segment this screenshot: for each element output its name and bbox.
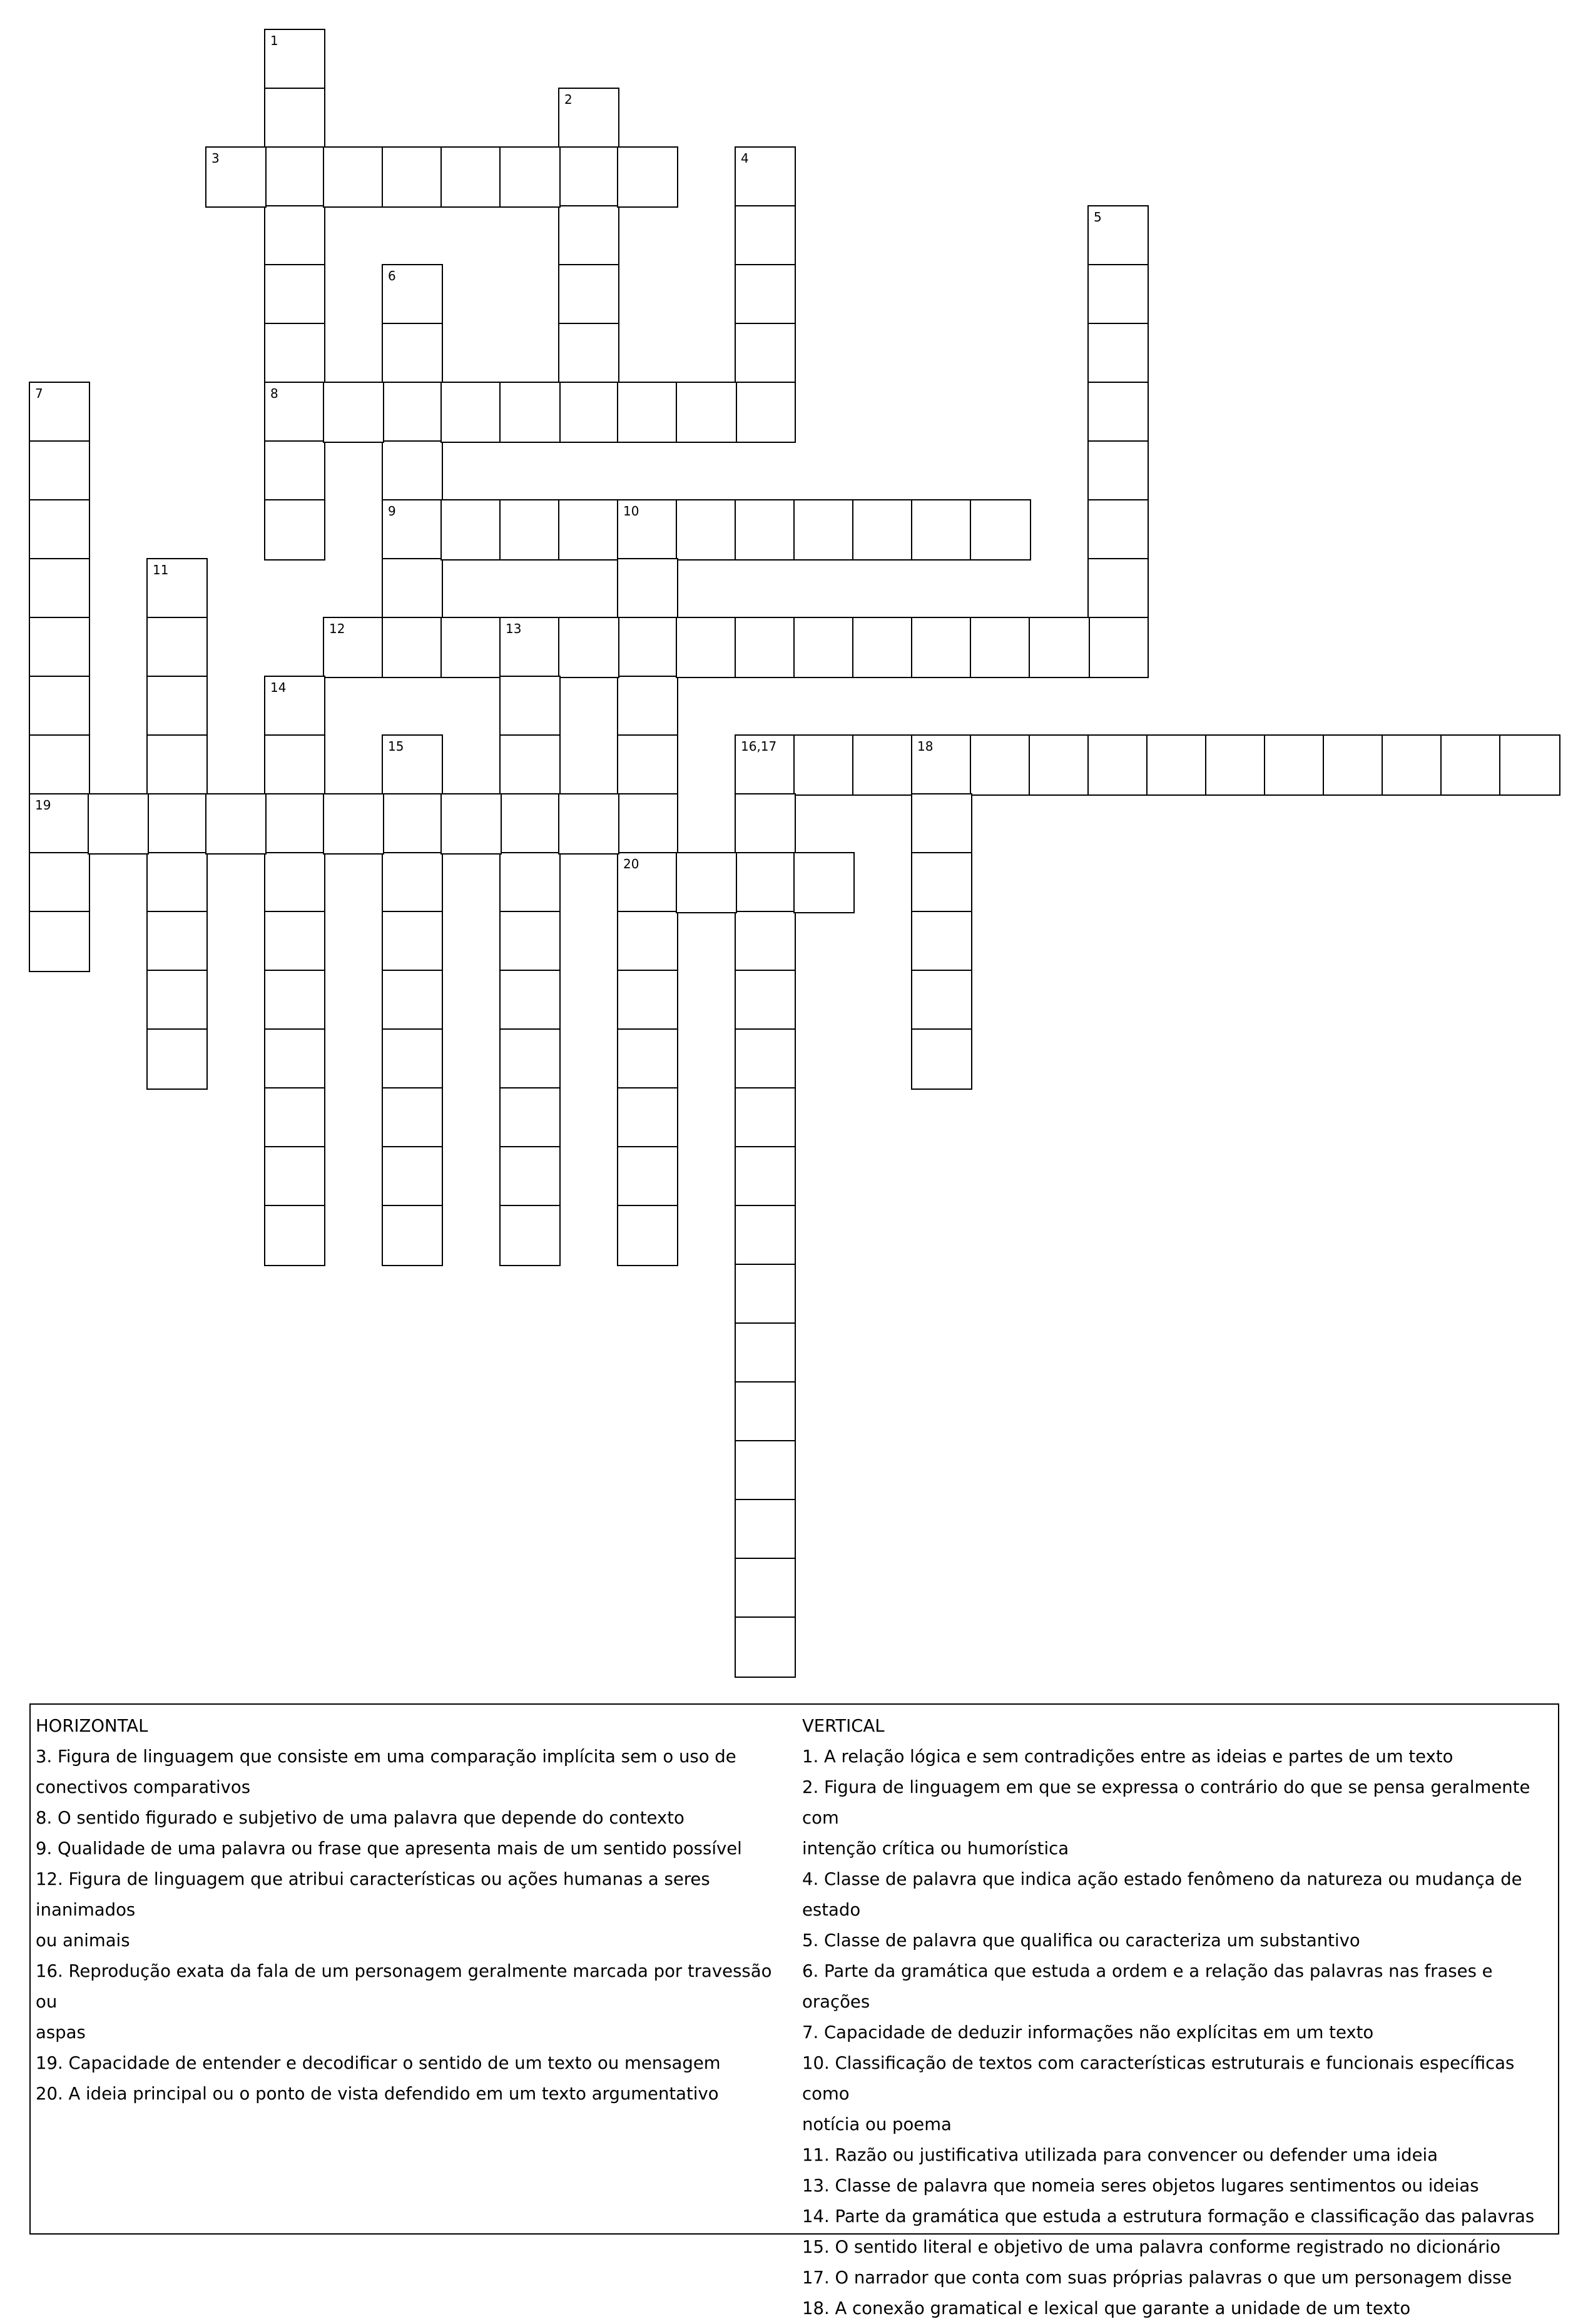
grid-cell[interactable]	[1087, 382, 1149, 443]
grid-cell[interactable]	[1087, 499, 1149, 561]
grid-cell[interactable]	[499, 852, 561, 913]
clue-line: 3. Figura de linguagem que consiste em uma comparação implícita sem o uso de	[36, 1747, 736, 1767]
grid-cell[interactable]	[382, 1087, 443, 1149]
grid-cell[interactable]	[793, 499, 855, 561]
clue-line: 14. Parte da gramática que estuda a estrutura formação e classificação das palavras	[802, 2206, 1535, 2226]
grid-cell[interactable]	[1029, 617, 1090, 678]
grid-cell[interactable]	[617, 852, 678, 913]
grid-cell[interactable]	[735, 323, 796, 384]
clue-line: 16. Reprodução exata da fala de um personagem geralmente marcada por travessão ou	[36, 1961, 772, 2012]
grid-cell[interactable]	[852, 734, 914, 796]
clue-number: 3	[211, 151, 220, 166]
clue-line: 10. Classificação de textos com características estruturais e funcionais específicas como	[802, 2053, 1515, 2104]
clue-number: 2	[564, 92, 573, 107]
grid-cell[interactable]	[29, 499, 90, 561]
clue-line: 4. Classe de palavra que indica ação estado fenômeno da natureza ou mudança de estado	[802, 1869, 1522, 1920]
grid-cell[interactable]	[382, 734, 443, 796]
clue-line: 19. Capacidade de entender e decodificar o sentido de um texto ou mensagem	[36, 2053, 721, 2073]
grid-cell[interactable]	[146, 793, 208, 855]
grid-cell[interactable]	[264, 146, 325, 208]
clue-line: 7. Capacidade de deduzir informações não explícitas em um texto	[802, 2022, 1374, 2042]
grid-cell[interactable]	[735, 1440, 796, 1501]
grid-cell[interactable]	[735, 1028, 796, 1090]
grid-cell[interactable]	[264, 323, 325, 384]
grid-cell[interactable]	[1205, 734, 1266, 796]
clue-line: 18. A conexão gramatical e lexical que garante a unidade de um texto	[802, 2298, 1411, 2318]
grid-cell[interactable]	[970, 617, 1031, 678]
vertical-clues	[802, 1711, 1547, 2324]
clue-number: 5	[1094, 210, 1102, 225]
clue-number: 9	[388, 504, 396, 519]
grid-cell[interactable]	[617, 734, 678, 796]
grid-cell[interactable]	[29, 734, 90, 796]
grid-cell[interactable]	[264, 499, 325, 561]
grid-cell[interactable]	[735, 617, 796, 678]
clue-line: 13. Classe de palavra que nomeia seres objetos lugares sentimentos ou ideias	[802, 2176, 1479, 2196]
grid-cell[interactable]	[558, 146, 619, 208]
grid-cell[interactable]	[440, 382, 502, 443]
grid-cell[interactable]	[264, 970, 325, 1031]
grid-cell[interactable]	[382, 558, 443, 619]
grid-cell[interactable]	[382, 970, 443, 1031]
grid-cell[interactable]	[499, 499, 561, 561]
clue-number: 16,17	[741, 739, 777, 754]
grid-cell[interactable]	[382, 1028, 443, 1090]
grid-cell[interactable]	[676, 499, 737, 561]
grid-cell[interactable]	[29, 911, 90, 972]
grid-cell[interactable]	[735, 264, 796, 325]
grid-cell[interactable]	[146, 911, 208, 972]
grid-cell[interactable]	[1264, 734, 1325, 796]
clue-line: aspas	[36, 2022, 86, 2042]
grid-cell[interactable]	[264, 1146, 325, 1207]
grid-cell[interactable]	[793, 852, 855, 913]
grid-cell[interactable]	[440, 617, 502, 678]
grid-cell[interactable]	[735, 1558, 796, 1619]
grid-cell[interactable]	[970, 499, 1031, 561]
grid-cell[interactable]	[264, 852, 325, 913]
clue-number: 15	[388, 739, 404, 754]
grid-cell[interactable]	[735, 734, 796, 796]
grid-cell[interactable]	[264, 382, 325, 443]
grid-cell[interactable]	[88, 793, 149, 855]
horizontal-clues	[36, 1711, 780, 2109]
clue-line: notícia ou poema	[802, 2114, 952, 2134]
grid-cell[interactable]	[1323, 734, 1384, 796]
grid-cell[interactable]	[440, 146, 502, 208]
grid-cell[interactable]	[617, 1205, 678, 1266]
clue-line: 2. Figura de linguagem em que se expressa o contrário do que se pensa geralmente com	[802, 1777, 1530, 1828]
grid-cell[interactable]	[205, 793, 267, 855]
grid-cell[interactable]	[146, 1028, 208, 1090]
grid-cell[interactable]	[323, 617, 384, 678]
clue-line: 9. Qualidade de uma palavra ou frase que apresenta mais de um sentido possível	[36, 1839, 742, 1859]
grid-cell[interactable]	[29, 558, 90, 619]
grid-cell[interactable]	[1382, 734, 1443, 796]
grid-cell[interactable]	[617, 793, 678, 855]
grid-cell[interactable]	[735, 852, 796, 913]
grid-cell[interactable]	[558, 499, 619, 561]
clue-number: 11	[153, 562, 169, 577]
grid-cell[interactable]	[29, 793, 90, 855]
grid-cell[interactable]	[617, 558, 678, 619]
grid-cell[interactable]	[617, 499, 678, 561]
grid-cell[interactable]	[264, 88, 325, 149]
clue-line: 17. O narrador que conta com suas próprias palavras o que um personagem disse	[802, 2268, 1512, 2288]
clue-line: ou animais	[36, 1931, 130, 1951]
grid-cell[interactable]	[499, 970, 561, 1031]
clue-number: 7	[35, 386, 43, 401]
grid-cell[interactable]	[146, 558, 208, 619]
grid-cell[interactable]	[735, 793, 796, 855]
grid-cell[interactable]	[1440, 734, 1502, 796]
grid-cell[interactable]	[382, 911, 443, 972]
grid-cell[interactable]	[1499, 734, 1560, 796]
grid-cell[interactable]	[735, 499, 796, 561]
grid-cell[interactable]	[29, 382, 90, 443]
grid-cell[interactable]	[1087, 264, 1149, 325]
grid-cell[interactable]	[382, 440, 443, 502]
grid-cell[interactable]	[558, 793, 619, 855]
grid-cell[interactable]	[735, 1381, 796, 1443]
grid-cell[interactable]	[264, 1087, 325, 1149]
clue-number: 10	[623, 504, 639, 519]
grid-cell[interactable]	[382, 499, 443, 561]
grid-cell[interactable]	[499, 734, 561, 796]
clue-number: 8	[270, 386, 278, 401]
grid-cell[interactable]	[793, 734, 855, 796]
grid-cell[interactable]	[146, 676, 208, 737]
grid-cell[interactable]	[676, 852, 737, 913]
grid-cell[interactable]	[617, 1146, 678, 1207]
grid-cell[interactable]	[146, 617, 208, 678]
grid-cell[interactable]	[735, 1322, 796, 1384]
grid-cell[interactable]	[558, 264, 619, 325]
grid-cell[interactable]	[617, 1028, 678, 1090]
grid-cell[interactable]	[617, 146, 678, 208]
clue-line: 11. Razão ou justificativa utilizada para convencer ou defender uma ideia	[802, 2145, 1438, 2165]
grid-cell[interactable]	[382, 264, 443, 325]
grid-cell[interactable]	[676, 617, 737, 678]
grid-cell[interactable]	[911, 911, 972, 972]
grid-cell[interactable]	[735, 1205, 796, 1266]
clue-line: 5. Classe de palavra que qualifica ou caracteriza um substantivo	[802, 1931, 1360, 1951]
grid-cell[interactable]	[440, 499, 502, 561]
grid-cell[interactable]	[735, 1616, 796, 1678]
grid-cell[interactable]	[911, 734, 972, 796]
grid-cell[interactable]	[440, 793, 502, 855]
clue-line: 12. Figura de linguagem que atribui características ou ações humanas a seres inanimados	[36, 1869, 710, 1920]
clue-number: 19	[35, 798, 51, 813]
grid-cell[interactable]	[499, 1205, 561, 1266]
grid-cell[interactable]	[911, 617, 972, 678]
grid-cell[interactable]	[499, 1087, 561, 1149]
grid-cell[interactable]	[499, 1146, 561, 1207]
grid-cell[interactable]	[911, 970, 972, 1031]
clue-number: 6	[388, 268, 396, 283]
grid-cell[interactable]	[558, 382, 619, 443]
grid-cell[interactable]	[382, 323, 443, 384]
clue-line: 1. A relação lógica e sem contradições entre as ideias e partes de um texto	[802, 1747, 1453, 1767]
grid-cell[interactable]	[735, 1146, 796, 1207]
grid-cell[interactable]	[558, 617, 619, 678]
grid-cell[interactable]	[382, 617, 443, 678]
horizontal-heading: HORIZONTAL	[36, 1716, 148, 1736]
grid-cell[interactable]	[499, 1028, 561, 1090]
grid-cell[interactable]	[264, 1028, 325, 1090]
grid-cell[interactable]	[1087, 323, 1149, 384]
grid-cell[interactable]	[323, 793, 384, 855]
grid-cell[interactable]	[735, 382, 796, 443]
grid-cell[interactable]	[911, 1028, 972, 1090]
clue-number: 12	[329, 621, 345, 636]
grid-cell[interactable]	[29, 852, 90, 913]
clues-box	[29, 1703, 1559, 2318]
grid-cell[interactable]	[382, 793, 443, 855]
grid-cell[interactable]	[382, 1205, 443, 1266]
grid-cell[interactable]	[735, 1087, 796, 1149]
grid-cell[interactable]	[617, 1087, 678, 1149]
grid-cell[interactable]	[793, 617, 855, 678]
clue-line: conectivos comparativos	[36, 1777, 251, 1797]
grid-cell[interactable]	[205, 146, 267, 208]
grid-cell[interactable]	[617, 617, 678, 678]
clue-line: 15. O sentido literal e objetivo de uma palavra conforme registrado no dicionário	[802, 2237, 1501, 2257]
grid-cell[interactable]	[970, 734, 1031, 796]
grid-cell[interactable]	[382, 1146, 443, 1207]
grid-cell[interactable]	[735, 1264, 796, 1325]
grid-cell[interactable]	[1087, 558, 1149, 619]
grid-cell[interactable]	[499, 617, 561, 678]
grid-cell[interactable]	[617, 970, 678, 1031]
grid-cell[interactable]	[264, 440, 325, 502]
clue-number: 4	[741, 151, 749, 166]
grid-cell[interactable]	[264, 911, 325, 972]
grid-cell[interactable]	[911, 852, 972, 913]
grid-cell[interactable]	[1029, 734, 1090, 796]
clue-line: 20. A ideia principal ou o ponto de vista defendido em um texto argumentativo	[36, 2084, 719, 2104]
grid-cell[interactable]	[1087, 205, 1149, 266]
clue-number: 14	[270, 680, 287, 695]
grid-cell[interactable]	[735, 911, 796, 972]
grid-cell[interactable]	[264, 734, 325, 796]
clue-line: 6. Parte da gramática que estuda a ordem e a relação das palavras nas frases e orações	[802, 1961, 1493, 2012]
clue-number: 18	[917, 739, 934, 754]
grid-cell[interactable]	[499, 382, 561, 443]
grid-cell[interactable]	[911, 793, 972, 855]
grid-cell[interactable]	[264, 29, 325, 90]
grid-cell[interactable]	[146, 852, 208, 913]
grid-cell[interactable]	[1087, 734, 1149, 796]
grid-cell[interactable]	[911, 499, 972, 561]
grid-cell[interactable]	[146, 734, 208, 796]
grid-cell[interactable]	[264, 205, 325, 266]
grid-cell[interactable]	[382, 382, 443, 443]
grid-cell[interactable]	[264, 676, 325, 737]
grid-cell[interactable]	[323, 146, 384, 208]
grid-cell[interactable]	[264, 793, 325, 855]
grid-cell[interactable]	[29, 676, 90, 737]
clue-number: 13	[506, 621, 522, 636]
grid-cell[interactable]	[735, 146, 796, 208]
grid-cell[interactable]	[499, 676, 561, 737]
grid-cell[interactable]	[735, 205, 796, 266]
grid-cell[interactable]	[264, 264, 325, 325]
clue-number: 1	[270, 33, 278, 48]
grid-cell[interactable]	[499, 146, 561, 208]
grid-cell[interactable]	[382, 852, 443, 913]
grid-cell[interactable]	[558, 323, 619, 384]
grid-cell[interactable]	[617, 911, 678, 972]
vertical-heading: VERTICAL	[802, 1716, 885, 1736]
grid-cell[interactable]	[852, 499, 914, 561]
grid-cell[interactable]	[29, 440, 90, 502]
grid-cell[interactable]	[1087, 617, 1149, 678]
grid-cell[interactable]	[735, 970, 796, 1031]
grid-cell[interactable]	[617, 382, 678, 443]
grid-cell[interactable]	[1087, 440, 1149, 502]
grid-cell[interactable]	[382, 146, 443, 208]
grid-cell[interactable]	[499, 911, 561, 972]
grid-cell[interactable]	[558, 88, 619, 149]
grid-cell[interactable]	[617, 676, 678, 737]
grid-cell[interactable]	[852, 617, 914, 678]
clue-line: 8. O sentido figurado e subjetivo de uma palavra que depende do contexto	[36, 1808, 685, 1828]
clue-number: 20	[623, 856, 639, 871]
grid-cell[interactable]	[323, 382, 384, 443]
grid-cell[interactable]	[1146, 734, 1208, 796]
grid-cell[interactable]	[558, 205, 619, 266]
grid-cell[interactable]	[499, 793, 561, 855]
grid-cell[interactable]	[146, 970, 208, 1031]
grid-cell[interactable]	[29, 617, 90, 678]
grid-cell[interactable]	[735, 1499, 796, 1560]
grid-cell[interactable]	[264, 1205, 325, 1266]
clue-line: intenção crítica ou humorística	[802, 1839, 1069, 1859]
grid-cell[interactable]	[676, 382, 737, 443]
